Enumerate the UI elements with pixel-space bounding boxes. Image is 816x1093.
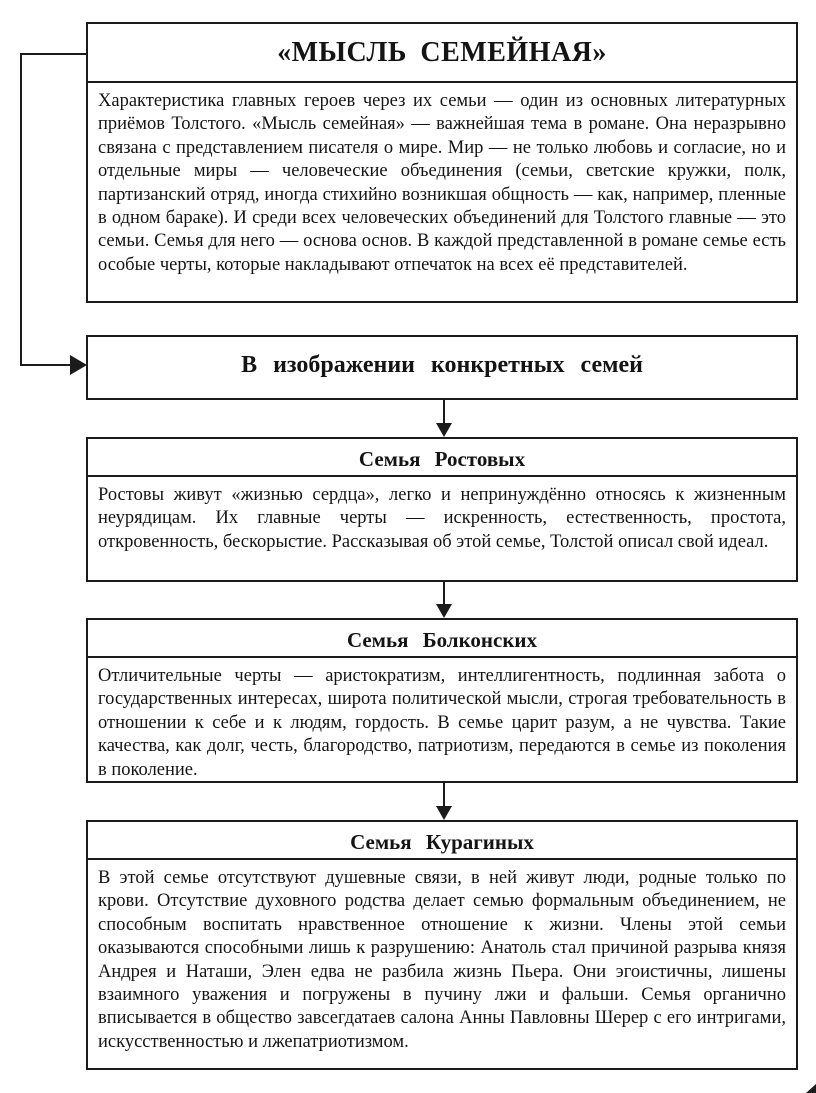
main-theme-text: Характеристика главных героев через их семьи — один из основных литературных приёмов Толстого. «Мысль семейная» — важнейшая тема в романе. Она неразрывно связана с представлением писателя о мире. Мир — не только любовь и согласие, но и отдельные миры — человеческие объединения (семьи, светские кружки, полк, партизанский отряд, иногда стихийно возникшая общность — как, например, пленные в одном бараке). И среди всех человеческих объединений для Толстого главные — это семьи. Семья для него — основа основ. В каждой представленной в романе семье есть особые черты, которые накладывают отпечаток на всех её представителей. xyxy=(98,91,786,275)
family-title-kuragin: Семья Курагиных xyxy=(88,822,796,860)
connector-down-1 xyxy=(443,400,445,424)
family-text-kuragin: В этой семье отсутствуют душевные связи, в ней живут люди, родные только по крови. Отсутствие духовного родства делает семью формальным объединением, не способным воспитать нравственное отношение к жизни. Члены этой семьи оказываются способными лишь к разрушению: Анатоль стал причиной разрыва князя Андрея и Наташи, Элен едва не разбила жизнь Пьера. Они эгоистичны, лишены взаимного уважения и погружены в пучину лжи и фальши. Семья органично вписывается в общество завсегдатаев салона Анны Павловны Шерер с его интригами, искусственностью и лжепатриотизмом. xyxy=(98,868,786,1052)
family-text-rostov: Ростовы живут «жизнью сердца», легко и непринуждённо относясь к жизненным неурядицам. Их главные черты — искренность, естественность, простота, откровенность, бескорыстие. Рассказывая об этой семье, Толстой описал свой идеал. xyxy=(98,485,786,552)
connector-down-3 xyxy=(443,783,445,807)
connector-left-top-segment xyxy=(20,53,86,55)
connector-down-2 xyxy=(443,582,445,605)
family-title-bolkonsky: Семья Болконских xyxy=(88,620,796,658)
family-box-rostov xyxy=(86,437,798,582)
family-text-bolkonsky: Отличительные черты — аристократизм, интеллигентность, подлинная забота о государственных интересах, широта политической мысли, строгая требовательность в отношении к себе и к людям, гордость. В семье царит разум, а не чувства. Такие качества, как долг, честь, благородство, патриотизм, передаются в семье из поколения в поколение. xyxy=(98,666,786,780)
connector-left-vertical-segment xyxy=(20,53,22,366)
main-theme-box xyxy=(86,22,798,303)
family-box-kuragin xyxy=(86,820,798,1070)
arrow-right-icon xyxy=(70,355,87,375)
arrow-down-icon-3 xyxy=(436,806,452,820)
page-corner-artifact xyxy=(806,1084,816,1093)
section-box xyxy=(86,335,798,400)
arrow-down-icon-2 xyxy=(436,604,452,618)
family-title-rostov: Семья Ростовых xyxy=(88,439,796,477)
section-title: В изображении конкретных семей xyxy=(241,352,643,378)
arrow-down-icon-1 xyxy=(436,423,452,437)
main-theme-title: «МЫСЛЬ СЕМЕЙНАЯ» xyxy=(88,24,796,83)
family-box-bolkonsky xyxy=(86,618,798,783)
connector-left-bottom-segment xyxy=(20,364,72,366)
